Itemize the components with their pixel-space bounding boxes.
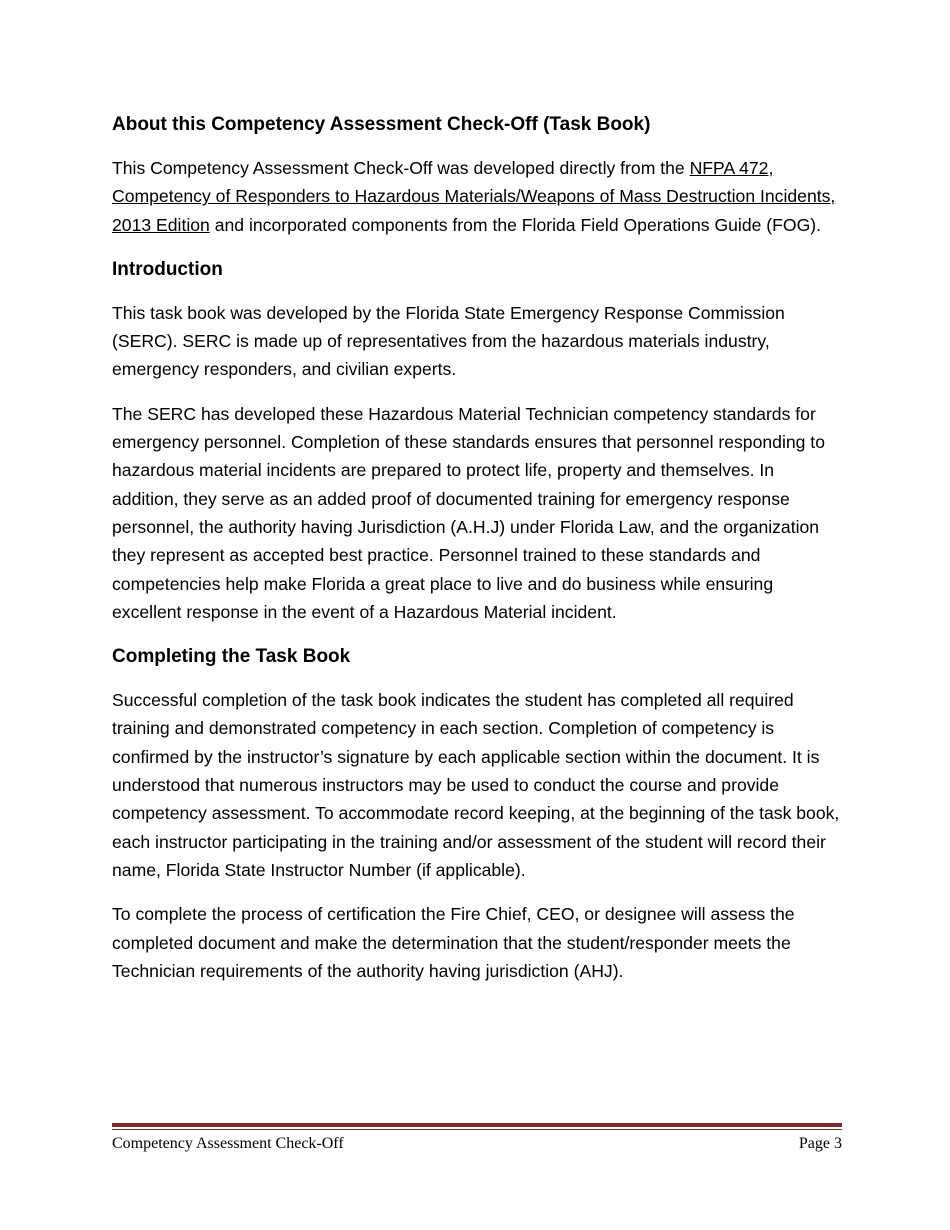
completing-paragraph-2: To complete the process of certification the Fire Chief, CEO, or designee will assess the completed document and make the determination that the student/responder meets the Technician requirements of the authority having jurisdiction (AHJ). bbox=[112, 904, 795, 981]
completing-heading: Completing the Task Book bbox=[112, 646, 351, 668]
introduction-paragraph-1: This task book was developed by the Florida State Emergency Response Commission (SERC). SERC is made up of representatives from the hazardous materials industry, emergency responders, and civilian experts. bbox=[112, 302, 785, 380]
nfpa-472-reference: NFPA 472, Competency of Responders to Hazardous Materials/Weapons of Mass Destruction Incidents, 2013 Edition bbox=[112, 158, 836, 235]
footer-rule-thick bbox=[112, 1123, 842, 1127]
introduction-paragraph-2: The SERC has developed these Hazardous Material Technician competency standards for emergency personnel. Completion of these standards ensures that personnel responding to hazardous material incidents are prepared to protect life, property and themselves. In addition, they serve as an added proof of documented training for emergency response personnel, the authority having Jurisdiction (A.H.J) under Florida Law, and the organization they represent as accepted best practice. Personnel trained to these standards and competencies help make Florida a great place to live and do business while ensuring excellent response in the event of a Hazardous Material incident. bbox=[112, 403, 825, 622]
completing-paragraph-1: Successful completion of the task book indicates the student has completed all required training and demonstrated competency in each section. Completion of competency is confirmed by the instructor’s signature by each applicable section within the document. It is understood that numerous instructors may be used to conduct the course and provide competency assessment. To accommodate record keeping, at the beginning of the task book, each instructor participating in the training and/or assessment of the student will record their name, Florida State Instructor Number (if applicable). bbox=[112, 690, 840, 880]
footer-row bbox=[112, 1133, 842, 1155]
introduction-heading: Introduction bbox=[112, 258, 223, 280]
page-footer bbox=[112, 1123, 842, 1155]
about-paragraph-lead: This Competency Assessment Check-Off was developed directly from the bbox=[112, 158, 690, 178]
footer-rule-thin bbox=[112, 1129, 842, 1130]
footer-page-number: Page 3 bbox=[798, 1135, 842, 1152]
about-heading: About this Competency Assessment Check-Off (Task Book) bbox=[112, 114, 651, 135]
document-page bbox=[112, 110, 842, 1001]
footer-document-title: Competency Assessment Check-Off bbox=[112, 1135, 344, 1152]
about-paragraph bbox=[112, 154, 842, 239]
about-paragraph-tail: and incorporated components from the Florida Field Operations Guide (FOG). bbox=[209, 214, 822, 235]
